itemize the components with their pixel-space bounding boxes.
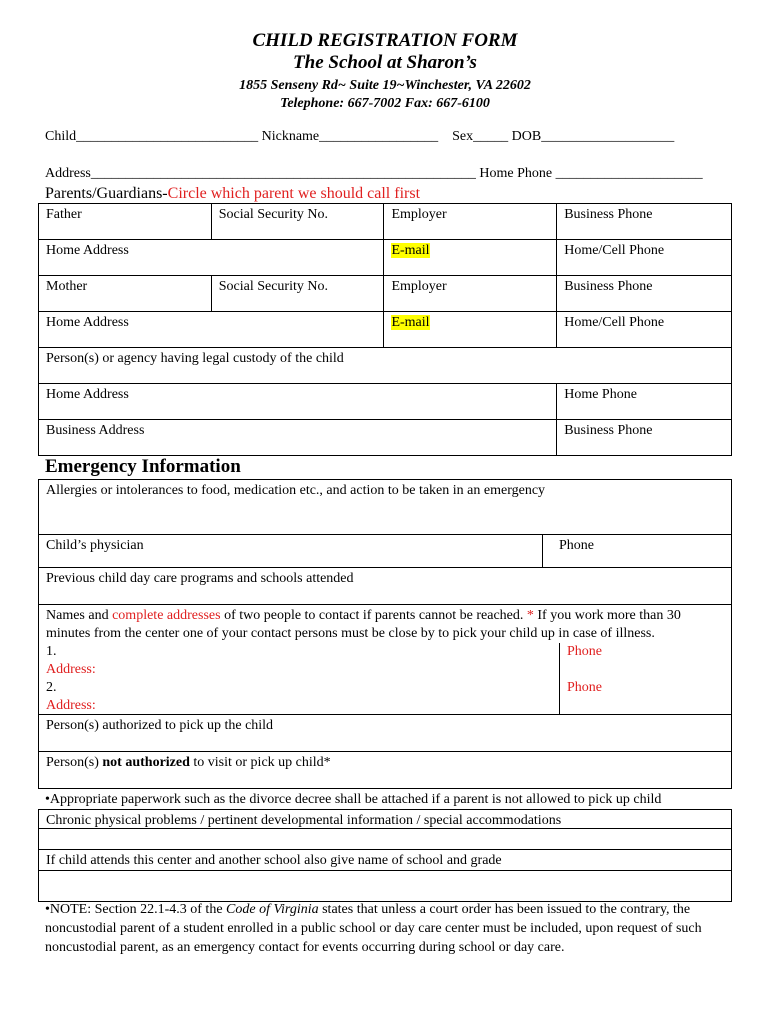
contact-1-address[interactable]: Address: [46, 662, 96, 677]
contact-2-number[interactable]: 2. [46, 680, 57, 695]
note-text-a: •NOTE: Section 22.1-4.3 of the [45, 902, 227, 917]
contacts-text-a: Names and [46, 608, 113, 623]
contacts-left [39, 643, 560, 714]
parents-header [45, 185, 420, 203]
parents-label: Parents/Guardians- [45, 185, 168, 202]
contacts-text-b: complete addresses [112, 608, 221, 623]
emergency-block [38, 479, 732, 789]
other-school-label: If child attends this center and another school also give name of school and grade [38, 850, 732, 871]
custody-business-address-cell[interactable]: Business Address [39, 420, 557, 456]
form-header [0, 30, 770, 113]
custody-home-phone-cell[interactable]: Home Phone [557, 384, 732, 420]
chronic-field[interactable] [38, 829, 732, 850]
physician-phone-field[interactable]: Phone [559, 538, 594, 553]
school-phone: Telephone: 667-7002 Fax: 667-6100 [280, 96, 490, 111]
legal-note [45, 900, 730, 957]
chronic-label: Chronic physical problems / pertinent developmental information / special accommodations [38, 809, 732, 829]
authorized-field[interactable]: Person(s) authorized to pick up the child [38, 715, 732, 752]
allergies-field[interactable]: Allergies or intolerances to food, medication etc., and action to be taken in an emergency [38, 479, 732, 535]
mother-ssn-cell[interactable]: Social Security No. [211, 276, 384, 312]
not-authorized-text-a: Person(s) [46, 755, 103, 770]
contacts-text-c: of two people to contact if parents cannot be reached. [220, 608, 527, 623]
custody-business-phone-cell[interactable]: Business Phone [557, 420, 732, 456]
physician-field[interactable]: Child’s physician [39, 535, 543, 567]
mother-cell-phone-cell[interactable]: Home/Cell Phone [557, 312, 732, 348]
school-name: The School at Sharon’s [293, 52, 477, 73]
address-line[interactable]: Address_______________________________________________________ Home Phone _____________________ [45, 166, 703, 181]
father-ssn-cell[interactable]: Social Security No. [211, 204, 384, 240]
emergency-header: Emergency Information [45, 456, 241, 477]
contacts-row [38, 605, 732, 715]
mother-cell[interactable]: Mother [39, 276, 212, 312]
contact-2-phone[interactable]: Phone [567, 680, 602, 695]
contacts-instructions [39, 605, 731, 645]
mother-email-label: E-mail [391, 315, 430, 330]
contact-1-phone[interactable]: Phone [567, 644, 602, 659]
mother-employer-cell[interactable]: Employer [384, 276, 557, 312]
contacts-text-d: If you work more than 30 minutes from the center one of your contact persons must be close by to pick your child up in case of illness. [46, 608, 681, 641]
not-authorized-text-b: not authorized [102, 755, 190, 770]
mother-email-cell[interactable] [384, 312, 557, 348]
custody-home-address-cell[interactable]: Home Address [39, 384, 557, 420]
mother-business-phone-cell[interactable]: Business Phone [557, 276, 732, 312]
father-home-address-cell[interactable]: Home Address [39, 240, 384, 276]
note-text-c: states that unless a court order has been issued to the contrary, the noncustodial parent of a student enrolled in a public school or day care center must be included, upon request of such noncustodial parent, as an emergency contact for events occurring during school or day care. [45, 902, 702, 955]
school-address: 1855 Senseny Rd~ Suite 19~Winchester, VA 22602 [239, 78, 531, 93]
contacts-star: * [526, 608, 534, 623]
not-authorized-text-c: to visit or pick up child* [189, 755, 331, 770]
parents-table [38, 203, 732, 456]
previous-programs-field[interactable]: Previous child day care programs and schools attended [38, 568, 732, 605]
contact-1-number[interactable]: 1. [46, 644, 57, 659]
father-cell-phone-cell[interactable]: Home/Cell Phone [557, 240, 732, 276]
mother-home-address-cell[interactable]: Home Address [39, 312, 384, 348]
father-cell[interactable]: Father [39, 204, 212, 240]
other-school-field[interactable] [38, 871, 732, 902]
father-email-cell[interactable] [384, 240, 557, 276]
not-authorized-field[interactable] [38, 752, 732, 789]
custody-cell[interactable]: Person(s) or agency having legal custody of the child [39, 348, 732, 384]
form-title: CHILD REGISTRATION FORM [252, 30, 518, 51]
father-email-label: E-mail [391, 243, 430, 258]
parents-instruction: Circle which parent we should call first [167, 185, 421, 202]
chronic-block [38, 809, 732, 902]
child-info-line[interactable]: Child__________________________ Nickname_________________ Sex_____ DOB___________________ [45, 129, 675, 144]
father-employer-cell[interactable]: Employer [384, 204, 557, 240]
note-text-b: Code of Virginia [226, 902, 319, 917]
father-business-phone-cell[interactable]: Business Phone [557, 204, 732, 240]
contact-2-address[interactable]: Address: [46, 698, 96, 713]
physician-row [38, 535, 732, 568]
paperwork-note: •Appropriate paperwork such as the divorce decree shall be attached if a parent is not allowed to pick up child [45, 792, 662, 807]
